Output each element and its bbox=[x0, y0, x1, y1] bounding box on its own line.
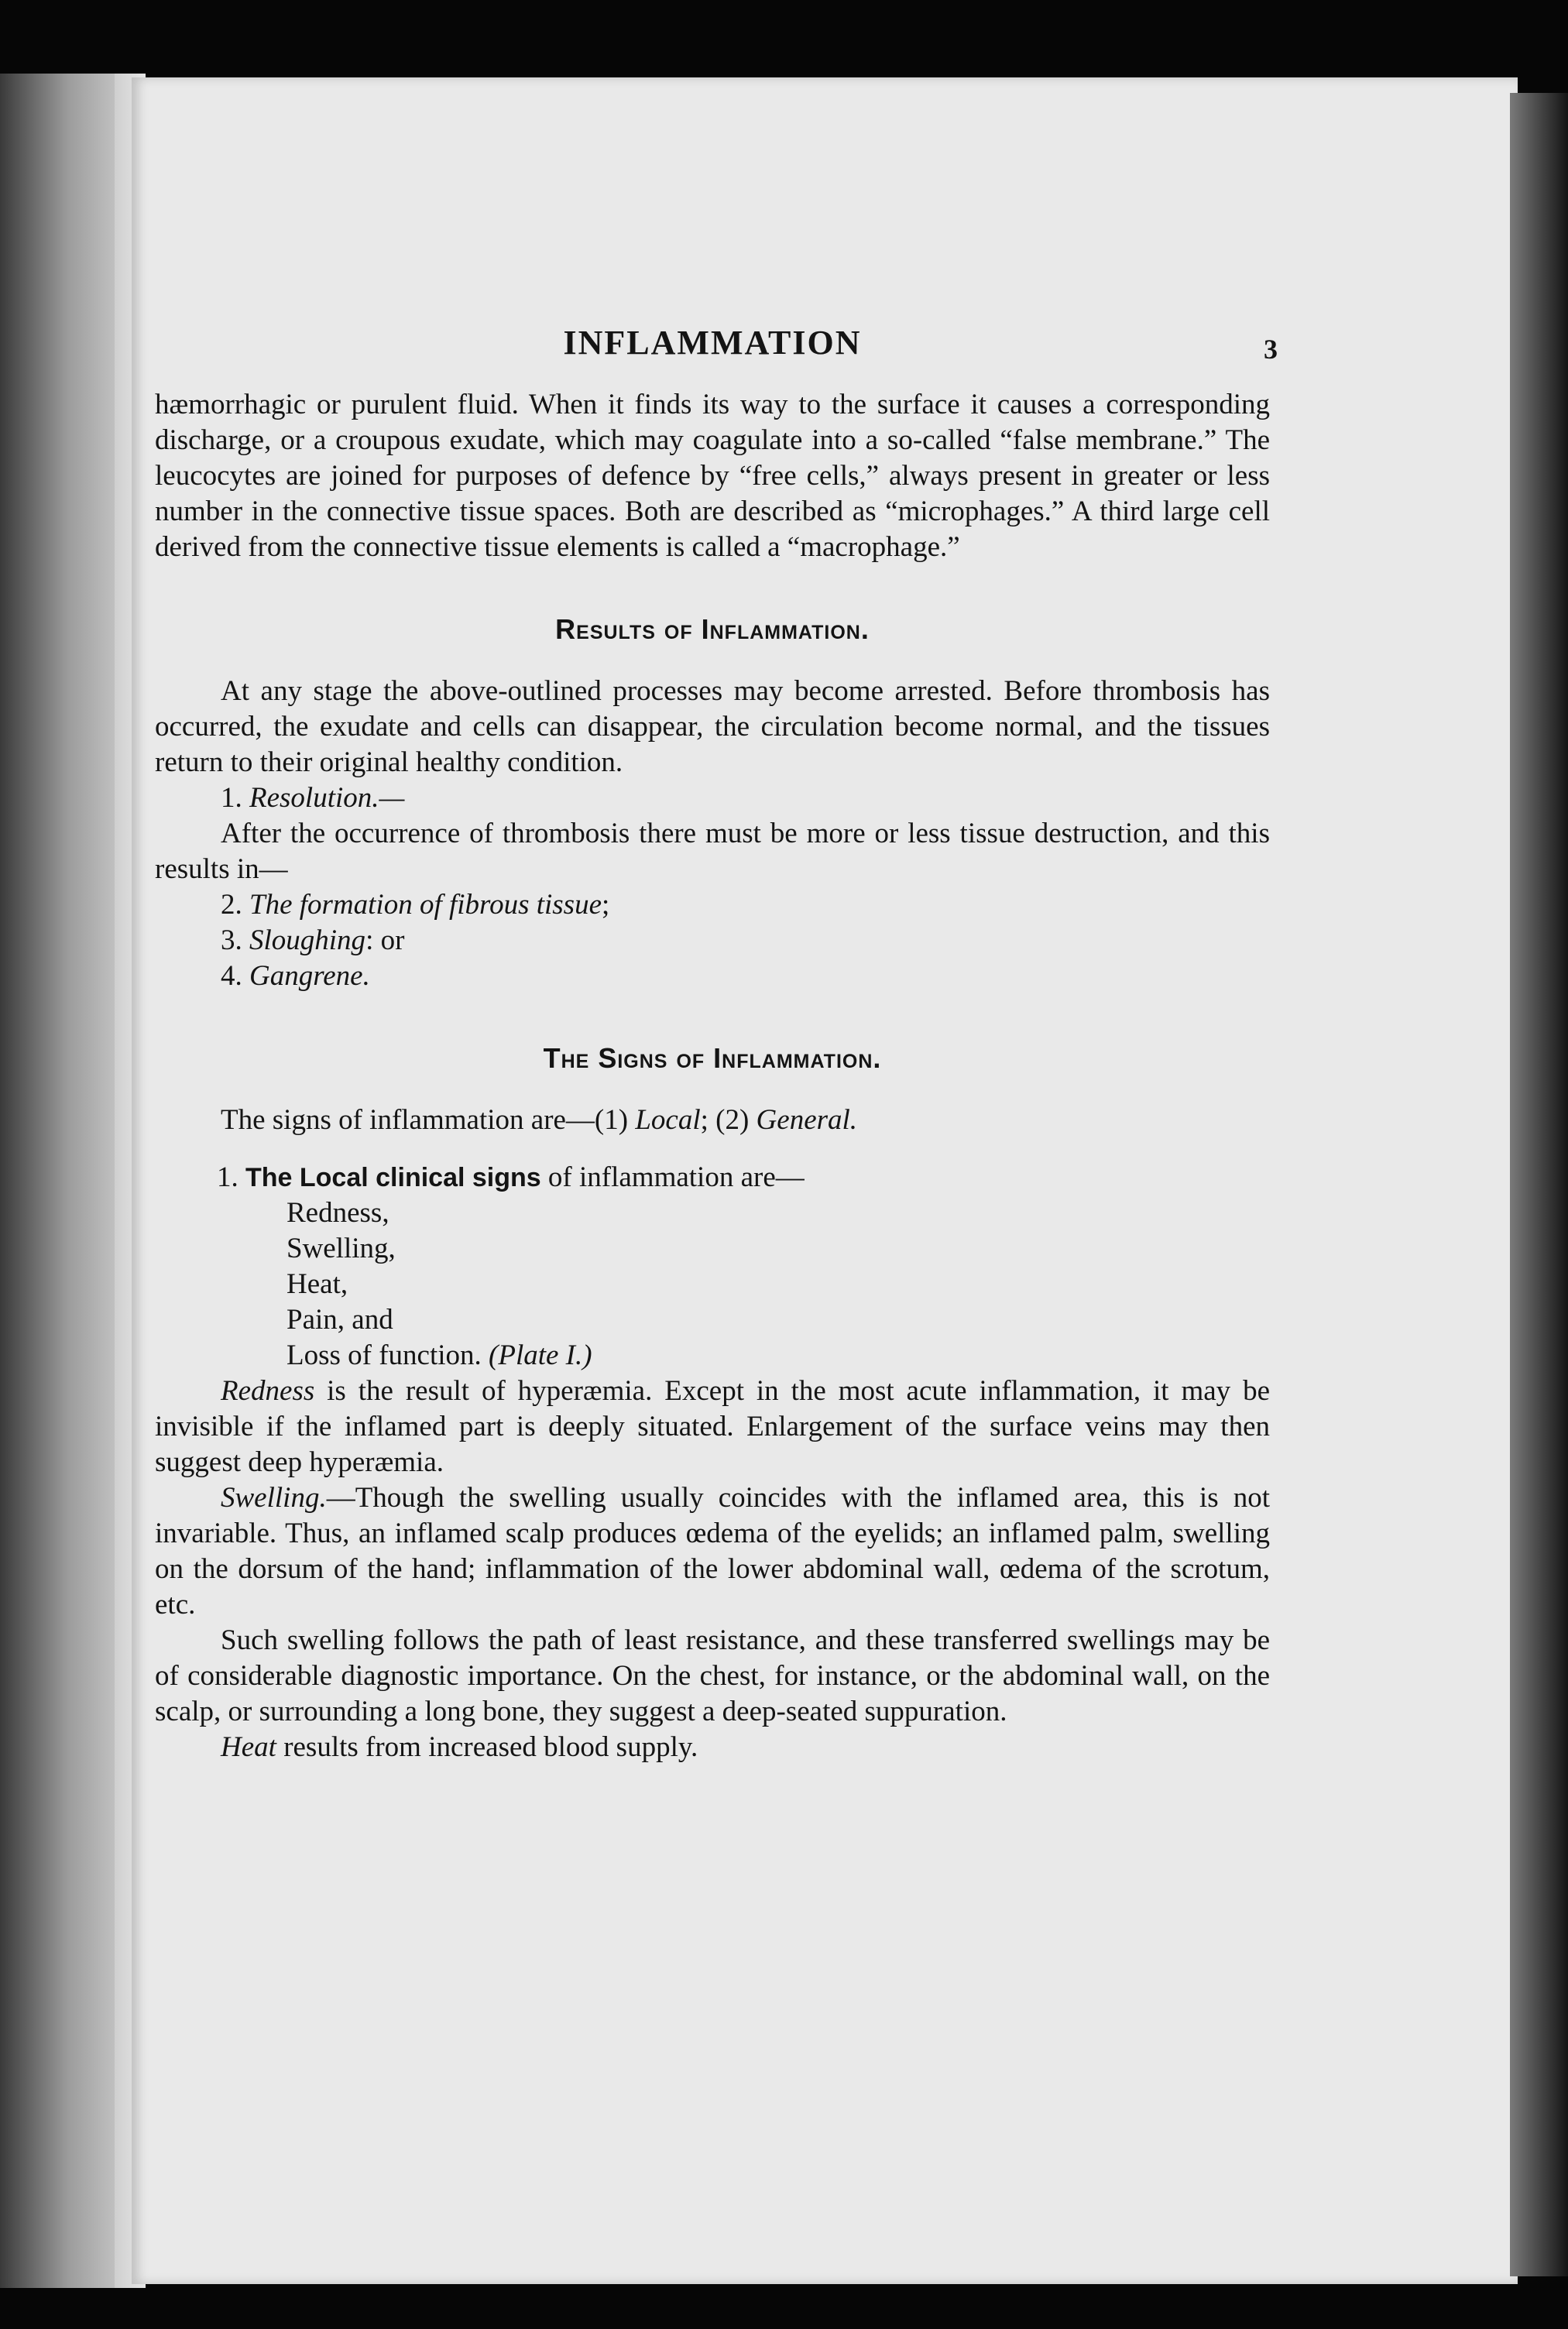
page-content bbox=[155, 232, 1278, 1765]
list-item-resolution: 1. Resolution.— bbox=[221, 782, 405, 814]
sign-pain: Pain, and bbox=[286, 1304, 393, 1336]
paragraph-thrombosis: After the occurrence of thrombosis there must be more or less tissue destruction, and this results in— bbox=[155, 818, 1270, 885]
paragraph-signs-intro: The signs of inflammation are—(1) Local; (2) General. bbox=[221, 1104, 858, 1136]
paragraph-redness: Redness is the result of hyperæmia. Except in the most acute inflammation, it may be invisible if the inflamed part is deeply situated. Enlargement of the surface veins may then suggest deep hyperæmia. bbox=[155, 1375, 1270, 1478]
list-item-fibrous: 2. The formation of fibrous tissue; bbox=[221, 889, 610, 921]
paragraph-transferred-swellings: Such swelling follows the path of least resistance, and these transferred swellings may be of considerable diagnostic importance. On the chest, for instance, or the abdominal wall, on the scalp, or surrounding a long bone, they suggest a deep-seated suppuration. bbox=[155, 1624, 1270, 1727]
sign-loss-of-function: Loss of function. (Plate I.) bbox=[286, 1339, 592, 1371]
plate-reference: (Plate I.) bbox=[489, 1339, 592, 1371]
page-number: 3 bbox=[1264, 334, 1278, 365]
paragraph-heat: Heat results from increased blood supply. bbox=[221, 1731, 698, 1763]
running-title: INFLAMMATION bbox=[563, 324, 862, 362]
sign-redness: Redness, bbox=[286, 1197, 389, 1229]
list-item-sloughing: 3. Sloughing: or bbox=[221, 924, 405, 956]
heading-results: Results of Inflammation. bbox=[555, 613, 870, 645]
local-signs-line: 1. The Local clinical signs of inflammation are— bbox=[217, 1161, 805, 1193]
heading-signs: The Signs of Inflammation. bbox=[543, 1042, 882, 1074]
paragraph-swelling: Swelling.—Though the swelling usually coincides with the inflamed area, this is not invariable. Thus, an inflamed scalp produces œdema of the eyelids; an inflamed palm, swelling on the dorsum of the hand; inflammation of the lower abdominal wall, œdema of the scrotum, etc. bbox=[155, 1482, 1270, 1621]
paragraph-results: At any stage the above-outlined processes may become arrested. Before thrombosis has occurred, the exudate and cells can disappear, the circulation become normal, and the tissues return to their original healthy condition. bbox=[155, 675, 1270, 778]
list-item-gangrene: 4. Gangrene. bbox=[221, 960, 370, 992]
sign-swelling: Swelling, bbox=[286, 1233, 396, 1264]
paragraph-continuation: hæmorrhagic or purulent fluid. When it finds its way to the surface it causes a corresponding discharge, or a croupous exudate, which may coagulate into a so-called “false membrane.” The leucocytes are joined for purposes of defence by “free cells,” always present in greater or less number in the connective tissue spaces. Both are described as “microphages.” A third large cell derived from the connective tissue elements is called a “macrophage.” bbox=[155, 389, 1270, 563]
page-edge-shadow bbox=[1510, 93, 1568, 2276]
running-head bbox=[155, 324, 1278, 387]
facing-page-edge bbox=[0, 74, 124, 2288]
sign-heat: Heat, bbox=[286, 1268, 348, 1300]
